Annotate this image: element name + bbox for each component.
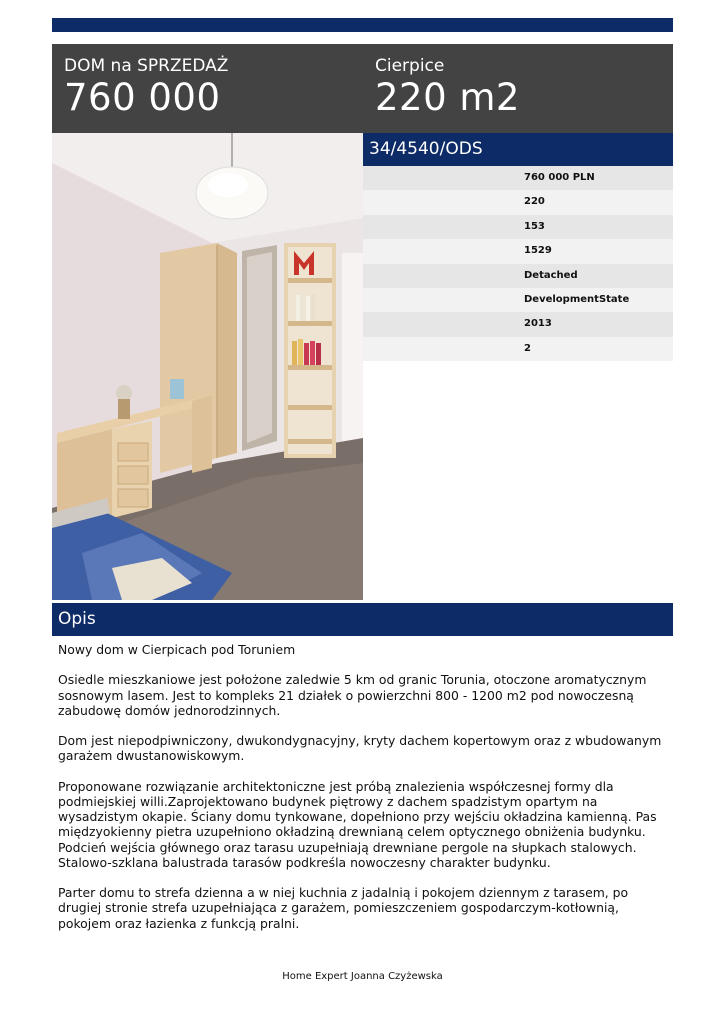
header-left xyxy=(64,56,228,120)
reference-number-bar: 34/4540/ODS xyxy=(363,133,673,166)
description-paragraph: Nowy dom w Cierpicach pod Toruniem xyxy=(58,642,296,657)
listing-area: 220 m2 xyxy=(375,76,520,119)
listing-location: Cierpice xyxy=(375,56,445,76)
detail-row-floors: 2 xyxy=(363,337,673,361)
detail-row-plot-area: 1529 xyxy=(363,239,673,263)
detail-row-building-type: Detached xyxy=(363,264,673,288)
details-table xyxy=(363,166,673,361)
agency-footer: Home Expert Joanna Czyżewska xyxy=(282,971,443,982)
listing-type: DOM na SPRZEDAŻ xyxy=(64,56,229,76)
bedroom-photo-illustration xyxy=(52,133,363,600)
description-heading: Opis xyxy=(52,603,673,636)
detail-row-state: DevelopmentState xyxy=(363,288,673,312)
description-paragraph: Proponowane rozwiązanie architektoniczne jest próbą znalezienia współczesnej formy dla podmiejskiej willi.Zaprojektowano budynek piętrowy z dachem spadzistym opartym na wysadzistym okapie. Ściany domu tynkowane, dopełniono przy wejściu okładzina kamienną. Pas międzyokienny pietra uzupełniono okładziną drewnianą celem optycznego obniżenia budynku. Podcień wejścia głównego oraz tarasu uzupełniają drewniane pergole na słupkach stalowych. Stalowo-szklana balustrada tarasów podkreśla nowoczesny charakter budynku. xyxy=(58,778,657,870)
description-paragraph: Dom jest niepodpiwniczony, dwukondygnacyjny, kryty dachem kopertowym oraz z wbudowanym garażem dwustanowiskowym. xyxy=(58,733,662,764)
listing-price: 760 000 xyxy=(64,76,221,119)
listing-header xyxy=(52,44,673,133)
detail-row-usable-area: 153 xyxy=(363,215,673,239)
description-paragraph: Osiedle mieszkaniowe jest położone zaledwie 5 km od granic Torunia, otoczone aromatycznym sosnowym lasem. Jest to kompleks 21 działek o powierzchni 800 - 1200 m2 pod nowoczesną zabudowę domów jednorodzinnych. xyxy=(58,672,647,718)
detail-row-area: 220 xyxy=(363,190,673,214)
header-right xyxy=(375,56,520,120)
description-body xyxy=(58,642,670,946)
description-paragraph: Parter domu to strefa dzienna a w niej kuchnia z jadalnią i pokojem dziennym z tarasem, po drugiej stronie strefa uzupełniająca z garażem, pomieszczeniem gospodarczym-kotłownią, pokojem oraz łazienka z funkcją pralni. xyxy=(58,885,629,931)
property-photo xyxy=(52,133,363,600)
top-accent-bar xyxy=(52,18,673,32)
detail-row-year: 2013 xyxy=(363,312,673,336)
detail-row-price: 760 000 PLN xyxy=(363,166,673,190)
